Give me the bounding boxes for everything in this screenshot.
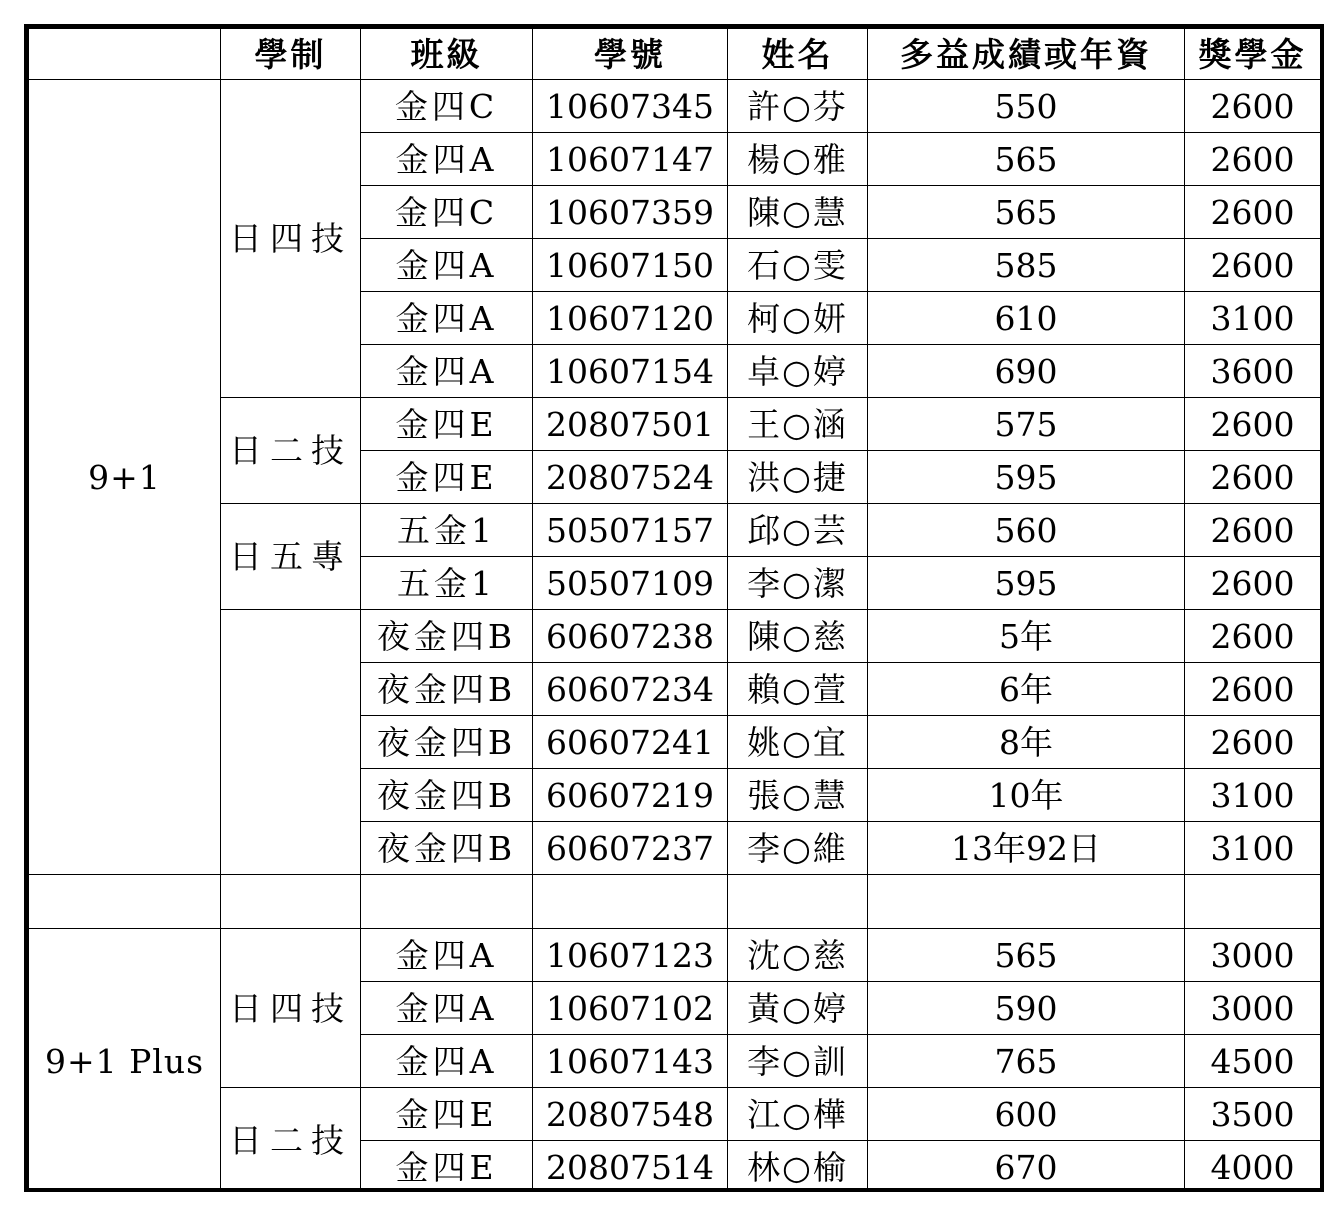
award-cell: 2600 — [1185, 663, 1321, 716]
student-id-cell: 10607123 — [533, 929, 728, 982]
system-cell: 日四技 — [221, 80, 361, 398]
class-cell: 五金1 — [361, 557, 533, 610]
name-cell: 江○樺 — [728, 1088, 868, 1141]
name-cell: 楊○雅 — [728, 133, 868, 186]
header-system: 學制 — [221, 29, 361, 80]
award-cell: 2600 — [1185, 186, 1321, 239]
score-cell: 5年 — [868, 610, 1185, 663]
table-row — [29, 80, 1321, 133]
name-cell: 李○潔 — [728, 557, 868, 610]
student-id-cell: 60607237 — [533, 822, 728, 875]
score-cell: 670 — [868, 1141, 1185, 1193]
score-cell: 565 — [868, 186, 1185, 239]
student-id-cell: 60607241 — [533, 716, 728, 769]
class-cell: 夜金四B — [361, 822, 533, 875]
header-row — [29, 29, 1321, 80]
system-cell: 日二技 — [221, 1088, 361, 1193]
system-cell: 日二技 — [221, 398, 361, 504]
header-student-id: 學號 — [533, 29, 728, 80]
student-id-cell: 50507157 — [533, 504, 728, 557]
system-cell — [221, 610, 361, 875]
award-cell: 4500 — [1185, 1035, 1321, 1088]
name-cell: 張○慧 — [728, 769, 868, 822]
score-cell: 550 — [868, 80, 1185, 133]
name-cell: 李○訓 — [728, 1035, 868, 1088]
award-cell: 3100 — [1185, 769, 1321, 822]
score-cell: 6年 — [868, 663, 1185, 716]
class-cell: 夜金四B — [361, 769, 533, 822]
class-cell: 金四A — [361, 239, 533, 292]
score-cell: 575 — [868, 398, 1185, 451]
blank-cell — [868, 875, 1185, 929]
award-cell: 3000 — [1185, 929, 1321, 982]
header-class: 班級 — [361, 29, 533, 80]
student-id-cell: 10607154 — [533, 345, 728, 398]
score-cell: 765 — [868, 1035, 1185, 1088]
class-cell: 夜金四B — [361, 610, 533, 663]
blank-cell — [221, 875, 361, 929]
name-cell: 王○涵 — [728, 398, 868, 451]
blank-cell — [29, 875, 221, 929]
student-id-cell: 60607219 — [533, 769, 728, 822]
blank-cell — [1185, 875, 1321, 929]
score-cell: 565 — [868, 929, 1185, 982]
table-row — [29, 504, 1321, 557]
student-id-cell: 60607238 — [533, 610, 728, 663]
award-cell: 3500 — [1185, 1088, 1321, 1141]
header-award: 獎學金 — [1185, 29, 1321, 80]
score-cell: 690 — [868, 345, 1185, 398]
class-cell: 金四A — [361, 982, 533, 1035]
blank-cell — [361, 875, 533, 929]
blank-cell — [728, 875, 868, 929]
program-cell: 9+1 Plus — [29, 929, 221, 1193]
header-score: 多益成績或年資 — [868, 29, 1185, 80]
student-id-cell: 20807514 — [533, 1141, 728, 1193]
award-cell: 3000 — [1185, 982, 1321, 1035]
student-id-cell: 20807524 — [533, 451, 728, 504]
score-cell: 595 — [868, 557, 1185, 610]
score-cell: 13年92日 — [868, 822, 1185, 875]
score-cell: 600 — [868, 1088, 1185, 1141]
table-row — [29, 610, 1321, 663]
score-cell: 565 — [868, 133, 1185, 186]
student-id-cell: 10607102 — [533, 982, 728, 1035]
name-cell: 卓○婷 — [728, 345, 868, 398]
name-cell: 洪○捷 — [728, 451, 868, 504]
score-cell: 610 — [868, 292, 1185, 345]
class-cell: 金四E — [361, 398, 533, 451]
scholarship-table — [28, 28, 1321, 1192]
class-cell: 金四E — [361, 1088, 533, 1141]
table-row — [29, 929, 1321, 982]
class-cell: 金四A — [361, 345, 533, 398]
scholarship-table-sheet — [24, 24, 1324, 1192]
student-id-cell: 10607359 — [533, 186, 728, 239]
class-cell: 五金1 — [361, 504, 533, 557]
award-cell: 3100 — [1185, 292, 1321, 345]
header-program — [29, 29, 221, 80]
name-cell: 陳○慈 — [728, 610, 868, 663]
class-cell: 夜金四B — [361, 716, 533, 769]
blank-row — [29, 875, 1321, 929]
header-name: 姓名 — [728, 29, 868, 80]
score-cell: 595 — [868, 451, 1185, 504]
name-cell: 姚○宜 — [728, 716, 868, 769]
class-cell: 金四A — [361, 1035, 533, 1088]
name-cell: 林○榆 — [728, 1141, 868, 1193]
award-cell: 2600 — [1185, 557, 1321, 610]
score-cell: 560 — [868, 504, 1185, 557]
class-cell: 金四A — [361, 929, 533, 982]
system-cell: 日五專 — [221, 504, 361, 610]
student-id-cell: 10607143 — [533, 1035, 728, 1088]
name-cell: 黃○婷 — [728, 982, 868, 1035]
name-cell: 柯○妍 — [728, 292, 868, 345]
student-id-cell: 10607345 — [533, 80, 728, 133]
name-cell: 李○維 — [728, 822, 868, 875]
score-cell: 590 — [868, 982, 1185, 1035]
blank-cell — [533, 875, 728, 929]
student-id-cell: 20807548 — [533, 1088, 728, 1141]
name-cell: 許○芬 — [728, 80, 868, 133]
student-id-cell: 10607147 — [533, 133, 728, 186]
name-cell: 邱○芸 — [728, 504, 868, 557]
award-cell: 2600 — [1185, 504, 1321, 557]
student-id-cell: 10607120 — [533, 292, 728, 345]
class-cell: 金四E — [361, 451, 533, 504]
class-cell: 金四C — [361, 186, 533, 239]
score-cell: 8年 — [868, 716, 1185, 769]
award-cell: 2600 — [1185, 716, 1321, 769]
award-cell: 2600 — [1185, 610, 1321, 663]
class-cell: 金四A — [361, 292, 533, 345]
award-cell: 2600 — [1185, 239, 1321, 292]
program-cell: 9+1 — [29, 80, 221, 875]
name-cell: 賴○萱 — [728, 663, 868, 716]
class-cell: 金四A — [361, 133, 533, 186]
award-cell: 2600 — [1185, 80, 1321, 133]
award-cell: 3100 — [1185, 822, 1321, 875]
name-cell: 沈○慈 — [728, 929, 868, 982]
award-cell: 2600 — [1185, 451, 1321, 504]
table-row — [29, 398, 1321, 451]
award-cell: 4000 — [1185, 1141, 1321, 1193]
score-cell: 585 — [868, 239, 1185, 292]
class-cell: 金四E — [361, 1141, 533, 1193]
system-cell: 日四技 — [221, 929, 361, 1088]
student-id-cell: 10607150 — [533, 239, 728, 292]
name-cell: 陳○慧 — [728, 186, 868, 239]
class-cell: 金四C — [361, 80, 533, 133]
student-id-cell: 60607234 — [533, 663, 728, 716]
name-cell: 石○雯 — [728, 239, 868, 292]
class-cell: 夜金四B — [361, 663, 533, 716]
award-cell: 3600 — [1185, 345, 1321, 398]
student-id-cell: 50507109 — [533, 557, 728, 610]
award-cell: 2600 — [1185, 133, 1321, 186]
award-cell: 2600 — [1185, 398, 1321, 451]
student-id-cell: 20807501 — [533, 398, 728, 451]
table-row — [29, 1088, 1321, 1141]
score-cell: 10年 — [868, 769, 1185, 822]
